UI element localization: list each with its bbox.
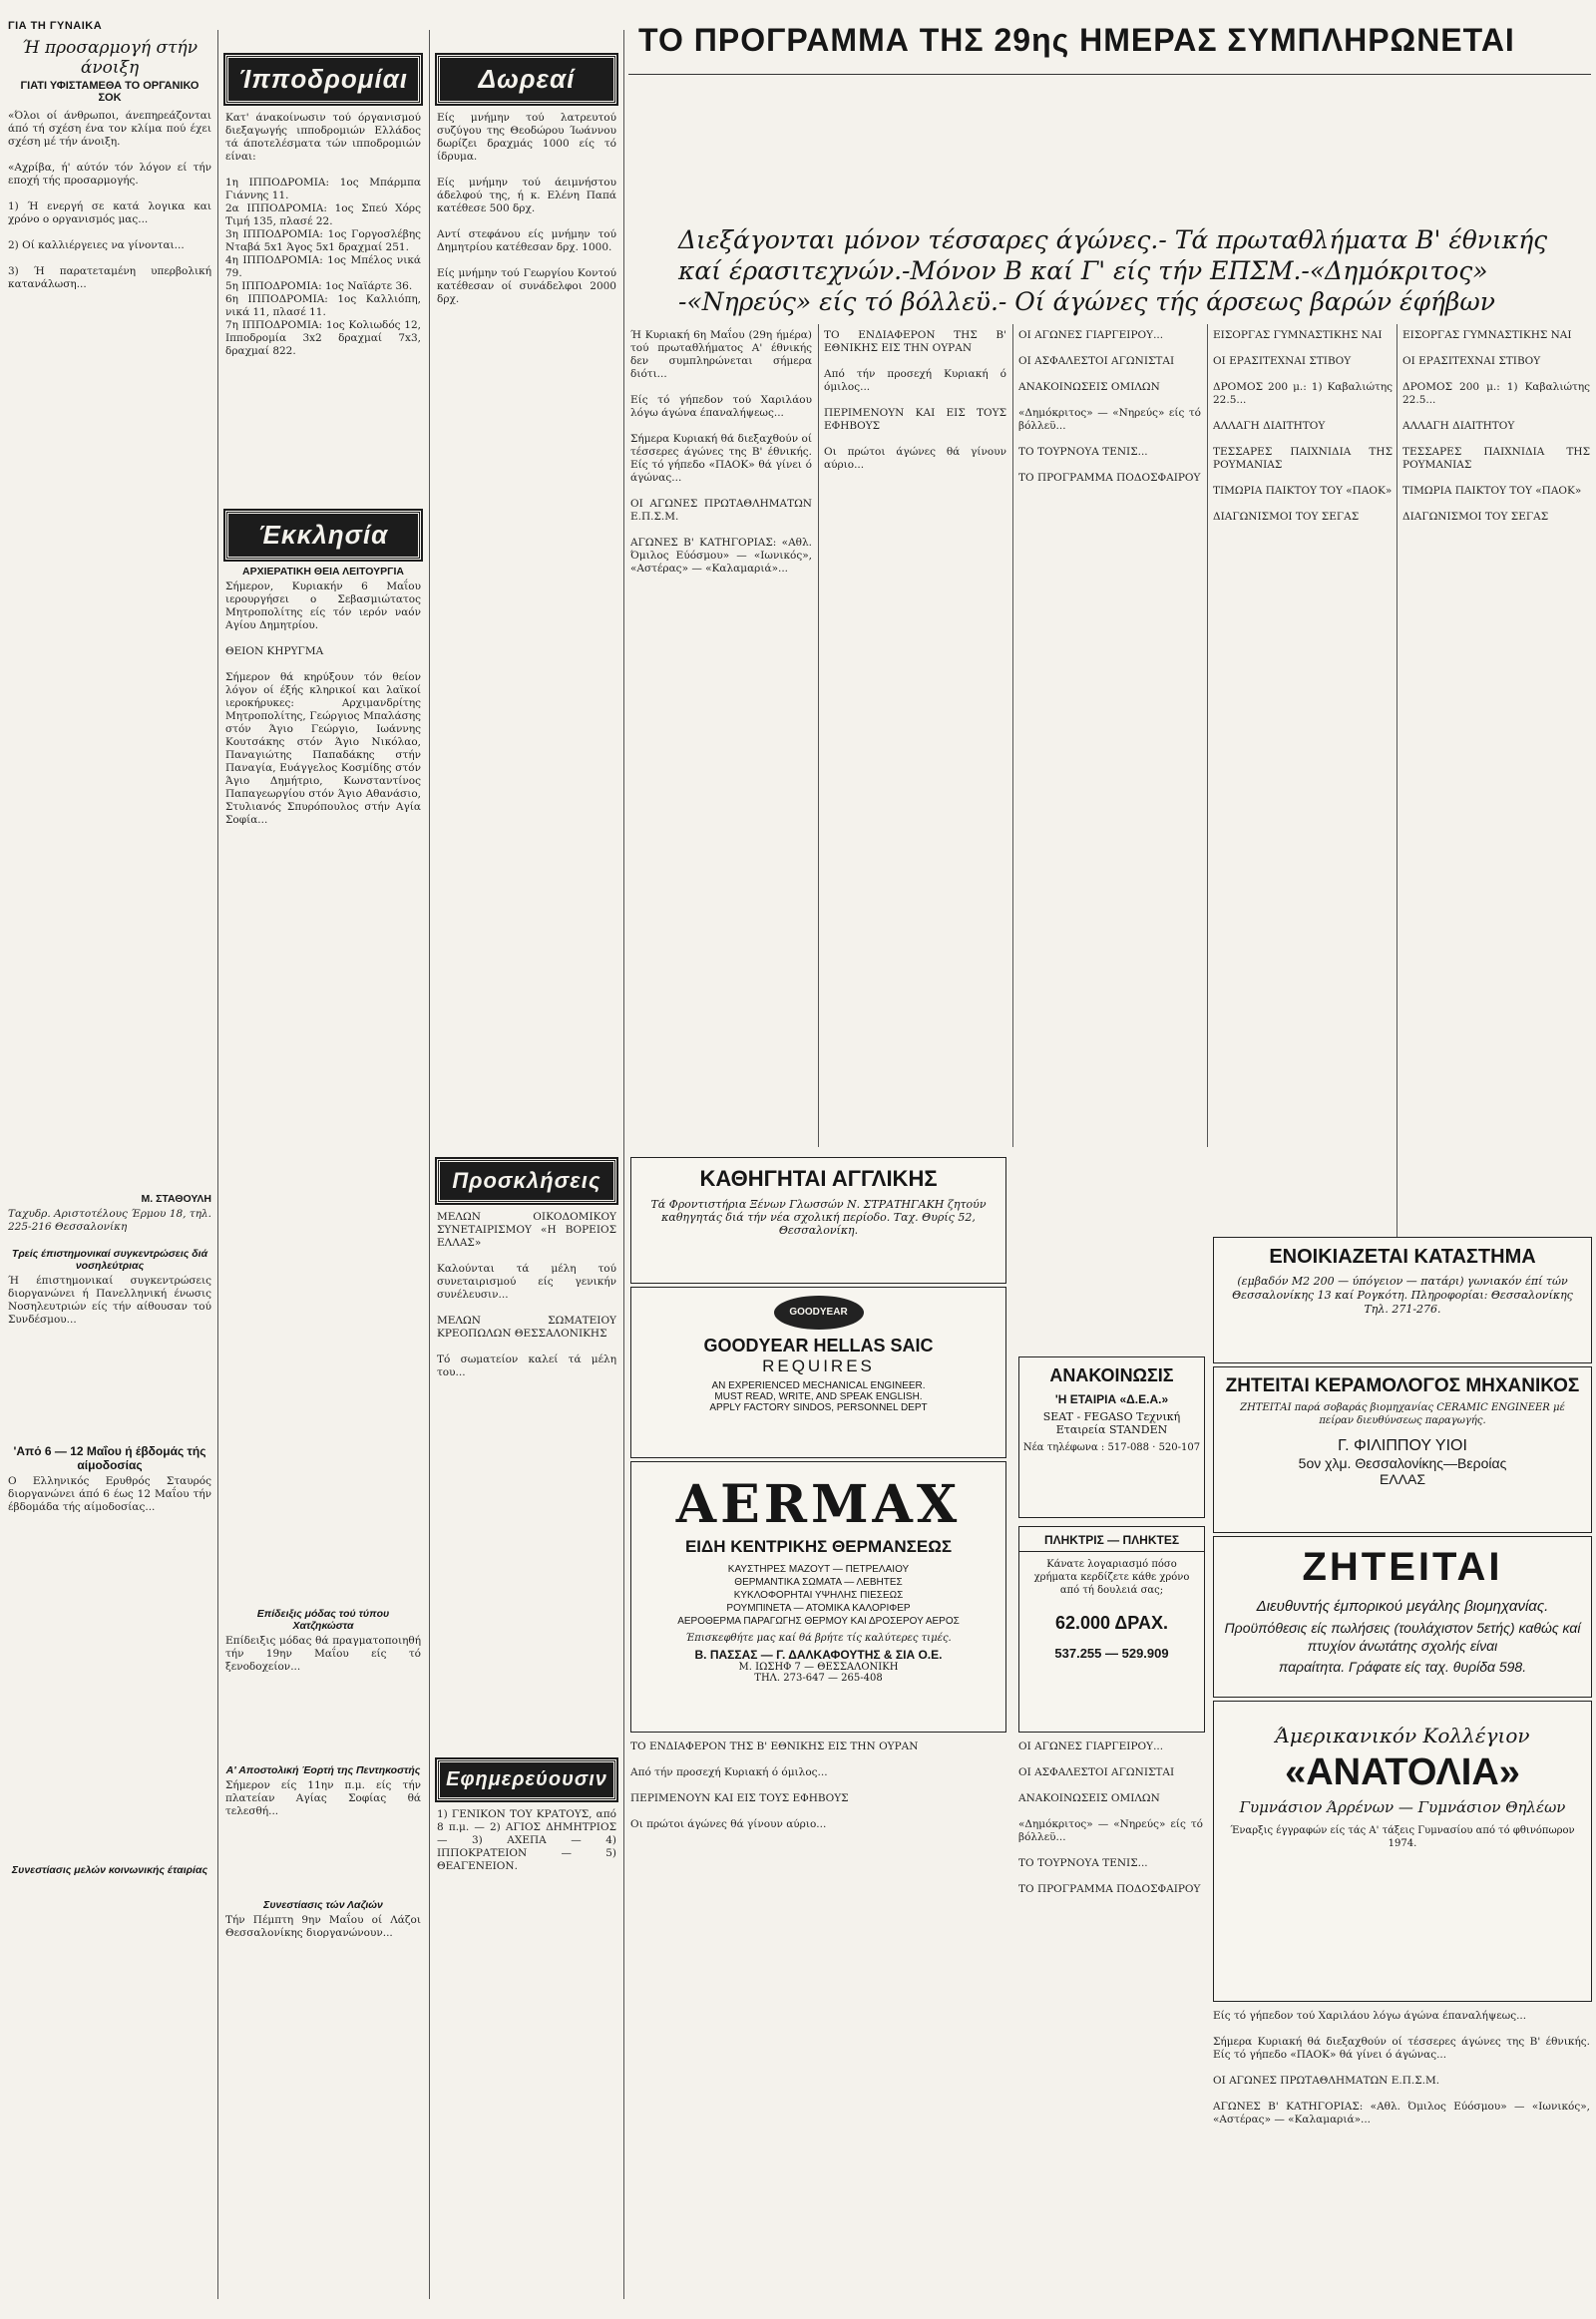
church-heading: Έκκλησία	[225, 511, 421, 560]
aermax-phone: ΤΗΛ. 273-647 — 265-408	[754, 1673, 883, 1684]
column-divider	[1396, 324, 1397, 1252]
social-dinner-headline: Συνεστίασις μελών κοινωνικής έταιρίας	[11, 1864, 208, 1876]
column-divider	[1207, 324, 1208, 1147]
sports-intro: Ή Κυριακή 6η Μαΐου (29η ήμέρα) τού πρωταθλήματος Α' έθνικής δεν συμπληρώνεται σήμερα διότι... Είς τό γήπεδον τού Χαριλάου λόγω άγώνα έπαναλήψεως... Σήμερα Κυριακή θά διεξαχθούν οί τέσσερες άγώνες της Β' έθνικής. Είς τό γήπεδο «ΠΑΟΚ» θά γίνει ό άγώνας... ΟΙ ΑΓΩΝΕΣ ΠΡΩΤΑΘΛΗΜΑΤΩΝ Ε.Π.Σ.Μ. ΑΓΩΝΕΣ Β' ΚΑΤΗΓΟΡΙΑΣ: «Αθλ. Όμιλος Εύόσμου» — «Ιωνικός», «Αστέρας» — «Καλαμαριά»...	[630, 329, 816, 575]
english-teachers-ad	[630, 1157, 1006, 1284]
blood-donation-headline: 'Από 6 — 12 Μαΐου ή έβδομάς τής αίμοδοσίας	[13, 1444, 206, 1472]
church-intro: ΑΡΧΙΕΡΑΤΙΚΗ ΘΕΙΑ ΛΕΙΤΟΥΡΓΙΑ	[242, 566, 404, 578]
typewriters-text: Κάνατε λογαριασμό πόσο χρήματα κερδίζετε κάθε χρόνο από τή δουλειά σας;	[1033, 1559, 1190, 1596]
notices-phone: Νέα τηλέφωνα : 517-088 · 520-107	[1022, 1442, 1201, 1453]
sports-subheadline: Διεξάγονται μόνον τέσσαρες άγώνες.- Τά πρωταθλήματα Β' έθνικής καί έρασιτεχνών.-Μόνον Β καί Γ' είς τήν ΕΠΣΜ.-«Δημόκριτος» -«Νηρεύς» είς τό βόλλεϋ.- Οί άγώνες τής άρσεως βαρών έφήβων	[678, 225, 1548, 316]
women-subtitle: ΓΙΑΤΙ ΥΦΙΣΤΑΜΕΘΑ ΤΟ ΟΡΓΑΝΙΚΟ ΣΟΚ	[20, 80, 200, 104]
sports-column-1	[630, 329, 816, 1147]
column-divider	[623, 30, 624, 2299]
gifts-column	[437, 55, 620, 2304]
goodyear-title: GOODYEAR HELLAS SAIC	[703, 1336, 934, 1355]
racing-church-column	[225, 55, 425, 2304]
aermax-products: ΚΑΥΣΤΗΡΕΣ ΜΑΖΟΥΤ — ΠΕΤΡΕΛΑΙΟΥ ΘΕΡΜΑΝΤΙΚΑ ΣΩΜΑΤΑ — ΛΕΒΗΤΕΣ ΚΥΚΛΟΦΟΡΗΤΑΙ ΥΨΗΛΗΣ ΠΙΕΣΕΩΣ ΡΟΥΜΠΙΝΕΤΑ — ΑΤΟΜΙΚΑ ΚΑΛΟΡΙΦΕΡ ΑΕΡΟΘΕΡΜΑ ΠΑΡΑΓΩΓΗΣ ΘΕΡΜΟΥ ΚΑΙ ΔΡΟΣΕΡΟΥ ΑΕΡΟΣ	[677, 1564, 960, 1627]
sports-body-5: ΕΙΣΟΡΓΑΣ ΓΥΜΝΑΣΤΙΚΗΣ ΝΑΙ ΟΙ ΕΡΑΣΙΤΕΧΝΑΙ ΣΤΙΒΟΥ ΔΡΟΜΟΣ 200 μ.: 1) Καβαλιώτης 22.5... ΑΛΛΑΓΗ ΔΙΑΙΤΗΤΟΥ ΤΕΣΣΑΡΕΣ ΠΑΙΧΝΙΔΙΑ ΤΗΣ ΡΟΥΜΑΝΙΑΣ ΤΙΜΩΡΙΑ ΠΑΙΚΤΟΥ ΤΟΥ «ΠΑΟΚ» ΔΙΑΓΩΝΙΣΜΟΙ ΤΟΥ ΣΕΓΑΣ	[1402, 329, 1590, 523]
pharmacies-body: 1) ΓΕΝΙΚΟΝ ΤΟΥ ΚΡΑΤΟΥΣ, από 8 π.μ. — 2) ΑΓΙΟΣ ΔΗΜΗΤΡΙΟΣ — 3) ΑΧΕΠΑ — 4) ΙΠΠΟΚΡΑΤΕΙΟΝ — 5) ΘΕΑΓΕΝΕΙΟΝ.	[437, 1808, 620, 1872]
goodyear-requires: REQUIRES	[762, 1356, 875, 1375]
goodyear-logo: GOODYEAR	[774, 1296, 864, 1330]
sports-body-3: ΟΙ ΑΓΩΝΕΣ ΓΙΑΡΓΕΙΡΟΥ... ΟΙ ΑΣΦΑΛΕΣΤΟΙ ΑΓΩΝΙΣΤΑΙ ΑΝΑΚΟΙΝΩΣΕΙΣ ΟΜΙΛΩΝ «Δημόκριτος» — «Νηρεύς» είς τό βόλλεϋ... ΤΟ ΤΟΥΡΝΟΥΑ ΤΕΝΙΣ... ΤΟ ΠΡΟΓΡΑΜΜΑ ΠΟΔΟΣΦΑΙΡΟΥ	[1018, 329, 1201, 484]
wanted-line-3: παραίτητα. Γράφατε είς ταχ. θυρίδα 598.	[1278, 1659, 1527, 1675]
gifts-body: Είς μνήμην τού λατρευτού συζύγου της Θεοδώρου Ίωάννου δωρίζει δραχμάς 1000 είς τό ίδρυμα. Είς μνήμην τού άειμνήστου άδελφού της, ή κ. Ελένη Παπά κατέθεσε 500 δρχ. Αντί στεφάνου είς μνήμην τού Δημητρίου κατέθεσαν δρχ. 1000. Είς μνήμην τού Γεωργίου Κοντού κατέθεσαν οί συνάδελφοι 2000 δρχ.	[437, 112, 616, 305]
pentecost-body: Σήμερον είς 11ην π.μ. είς τήν πλατείαν Αγίας Σοφίας θά τελεσθή...	[225, 1779, 425, 1817]
wanted-line-1: Διευθυντής έμπορικού μεγάλης βιομηχανίας.	[1256, 1598, 1549, 1615]
column-divider	[1012, 324, 1013, 1147]
racing-body: Κατ' άνακοίνωσιν τού όργανισμού διεξαγωγής ιπποδρομιών Ελλάδος τά άποτελέσματα τών ιπποδρομιών είναι: 1η ΙΠΠΟΔΡΟΜΙΑ: 1ος Μπάρμπα Γιάννης 11. 2α ΙΠΠΟΔΡΟΜΙΑ: 1ος Σπεύ Χόρς Τιμή 135, πλασέ 22. 3η ΙΠΠΟΔΡΟΜΙΑ: 1ος Γοργοσλέβης Νταβά 5x1 Άγος 5x1 δραχμαί 251. 4η ΙΠΠΟΔΡΟΜΙΑ: 1ος Μπέλος νικά 79. 5η ΙΠΠΟΔΡΟΜΙΑ: 1ος Ναϊάρτε 36. 6η ΙΠΠΟΔΡΟΜΙΑ: 1ος Καλλιόπη, νικά 11, πλασέ 11. 7η ΙΠΠΟΔΡΟΜΙΑ: 1ος Κολιωδός 12, Ιπποδρομία 3x2 δραχμαί 7x3, δραχμαί 822.	[225, 112, 421, 357]
women-address: Ταχυδρ. Αριστοτέλους Έρμου 18, τηλ. 225-216 Θεσσαλονίκη	[8, 1208, 215, 1233]
anatolia-text: Έναρξις έγγραφών είς τάς Α' τάξεις Γυμνασίου από τό φθινόπωρον 1974.	[1230, 1825, 1575, 1849]
notices-title: ΑΝΑΚΟΙΝΩΣΙΣ	[1049, 1365, 1174, 1385]
anatolia-subtitle: Γυμνάσιον Άρρένων — Γυμνάσιον Θηλέων	[1239, 1798, 1566, 1816]
goodyear-line-3: APPLY FACTORY SINDOS, PERSONNEL DEPT	[709, 1402, 928, 1413]
sports-column-5	[1402, 329, 1590, 1147]
shop-rent-text: (εμβαδόν Μ2 200 — ύπόγειον — πατάρι) γωνιακόν έπί τών Θεσσαλονίκης 13 καί Ρογκότη. Πληροφορίαι: Θεσσαλονίκης Τηλ. 271-276.	[1232, 1275, 1573, 1316]
goodyear-line-1: AN EXPERIENCED MECHANICAL ENGINEER.	[711, 1380, 926, 1391]
sports-lower-body: ΟΙ ΑΓΩΝΕΣ ΓΙΑΡΓΕΙΡΟΥ... ΟΙ ΑΣΦΑΛΕΣΤΟΙ ΑΓΩΝΙΣΤΑΙ ΑΝΑΚΟΙΝΩΣΕΙΣ ΟΜΙΛΩΝ «Δημόκριτος» — «Νηρεύς» είς τό βόλλεϋ... ΤΟ ΤΟΥΡΝΟΥΑ ΤΕΝΙΣ... ΤΟ ΠΡΟΓΡΑΜΜΑ ΠΟΔΟΣΦΑΙΡΟΥ	[1018, 1740, 1203, 1895]
english-ad-text: Τά Φροντιστήρια Ξένων Γλωσσών Ν. ΣΤΡΑΤΗΓΑΚΗ ζητούν καθηγητάς διά τήν νέα σχολική περίοδο. Ταχ. Θυρίς 52, Θεσσαλονίκη.	[650, 1198, 987, 1237]
engineer-title: ΖΗΤΕΙΤΑΙ ΚΕΡΑΜΟΛΟΓΟΣ ΜΗΧΑΝΙΚΟΣ	[1225, 1375, 1580, 1396]
column-divider	[429, 30, 430, 2299]
aermax-tagline: ΕΙΔΗ ΚΕΝΤΡΙΚΗΣ ΘΕΡΜΑΝΣΕΩΣ	[684, 1537, 953, 1556]
invitations-body: ΜΕΛΩΝ ΟΙΚΟΔΟΜΙΚΟΥ ΣΥΝΕΤΑΙΡΙΣΜΟΥ «Η ΒΟΡΕΙΟΣ ΕΛΛΑΣ» Καλούνται τά μέλη τού συνεταιρισμού είς γενικήν συνέλευσιν... ΜΕΛΩΝ ΣΩΜΑΤΕΙΟΥ ΚΡΕΟΠΩΛΩΝ ΘΕΣΣΑΛΟΝΙΚΗΣ Τό σωματείον καλεί τά μέλη του...	[437, 1211, 616, 1378]
nurses-body: Ή έπιστημονικαί συγκεντρώσεις διοργανώνει ή Πανελληνική ένωσις Νοσηλευτριών είς τήν αίθουσαν τού Συνδέσμου...	[8, 1275, 215, 1326]
notices-ad	[1018, 1356, 1205, 1518]
aermax-brand: AERMAX	[675, 1474, 962, 1535]
typewriters-title: ΠΛΗΚΤΡΙΣ — ΠΛΗΚΤΕΣ	[1019, 1533, 1204, 1552]
sports-column-3	[1018, 329, 1201, 1147]
women-article-body: «Όλοι οί άνθρωποι, άνεπηρεάζονται άπό τή σχέση ένα τον κλίμα πού έχει σχέση μέ τήν άνοιξη. «Αχρίβα, ή' αύτόν τόν λόγον εί τήν εποχή τής προσαρμογής. 1) Ή ενεργή σε κατά λογικα και χρόνο ο οργανισμός μας... 2) Οί καλλιέργειες να γίνονται... 3) Ή παρατεταμένη υπερβολική κατανάλωση...	[8, 110, 211, 290]
fashion-show-headline: Επίδειξις μόδας τού τύπου Χατζηκώστα	[256, 1608, 390, 1632]
director-wanted-ad	[1213, 1536, 1592, 1698]
fashion-show-body: Επίδειξις μόδας θά πραγματοποιηθή τήν 19ην Μαΐου είς τό ξενοδοχείον...	[225, 1635, 425, 1673]
sports-body-2: ΤΟ ΕΝΔΙΑΦΕΡΟΝ ΤΗΣ Β' ΕΘΝΙΚΗΣ ΕΙΣ ΤΗΝ ΟΥΡΑΝ Από τήν προσεχή Κυριακή ό όμιλος... ΠΕΡΙΜΕΝΟΥΝ ΚΑΙ ΕΙΣ ΤΟΥΣ ΕΦΗΒΟΥΣ Οι πρώτοι άγώνες θά γίνουν αύριο...	[824, 329, 1006, 471]
anatolia-college-ad	[1213, 1701, 1592, 2002]
pentecost-headline: Α' Αποστολική Έορτή της Πεντηκοστής	[225, 1764, 421, 1776]
notices-org: 'Η ΕΤΑΙΡΙΑ «Δ.Ε.Α.»	[1054, 1392, 1169, 1406]
women-section-label: ΓΙΑ ΤΗ ΓΥΝΑΙΚΑ	[8, 20, 103, 32]
nurses-headline: Τρείς έπιστημονικαί συγκεντρώσεις διά νοσηλεύτριας	[11, 1248, 208, 1272]
typewriters-phones: 537.255 — 529.909	[1054, 1646, 1169, 1661]
aermax-address: Μ. ΙΩΣΗΦ 7 — ΘΕΣΣΑΛΟΝΙΚΗ	[738, 1662, 899, 1673]
aermax-visit: Έπισκεφθήτε μας καί θά βρήτε τίς καλύτερες τιμές.	[685, 1633, 952, 1644]
engineer-text: ΖΗΤΕΙΤΑΙ παρά σοβαράς βιομηχανίας CERAMIC ENGINEER μέ πείραν διευθύνσεως παραγωγής.	[1240, 1402, 1565, 1426]
lazi-dinner-headline: Συνεστίασις τών Λαζιών	[263, 1899, 383, 1911]
engineer-location: 5ον χλμ. Θεσσαλονίκης—Βεροίας	[1298, 1455, 1507, 1471]
sports-lower-column	[1018, 1740, 1203, 2299]
sports-banner: ΤΟ ΠΡΟΓΡΑΜΜΑ ΤΗΣ 29ης ΗΜΕΡΑΣ ΣΥΜΠΛΗΡΩΝΕΤΑΙ	[638, 22, 1515, 58]
typewriters-ad	[1018, 1526, 1205, 1733]
anatolia-title: «ΑΝΑΤΟΛΙΑ»	[1285, 1751, 1520, 1793]
notices-text: SEAT - FEGASO Τεχνική Εταιρεία STANDEN	[1042, 1410, 1181, 1436]
women-headline: Ή προσαρμογή στήν άνοιξη	[21, 38, 199, 78]
racing-heading: Ίπποδρομίαι	[225, 55, 421, 104]
shop-rent-ad	[1213, 1237, 1592, 1363]
aermax-company: Β. ΠΑΣΣΑΣ — Γ. ΔΑΛΚΑΦΟΥΤΗΣ & ΣΙΑ Ο.Ε.	[694, 1648, 943, 1662]
women-column	[8, 20, 215, 2304]
invitations-heading: Προσκλήσεις	[437, 1159, 616, 1203]
wanted-line-2: Προϋπόθεσις είς πωλήσεις (τουλάχιστον 5ετής) καθώς καί πτυχίον άνωτάτης σχολής είναι	[1224, 1620, 1581, 1654]
sports-lower-left	[630, 1740, 1004, 2299]
goodyear-line-2: MUST READ, WRITE, AND SPEAK ENGLISH.	[714, 1391, 923, 1402]
lazi-dinner-body: Τήν Πέμπτη 9ην Μαΐου οί Λάζοι Θεσσαλονίκης διοργανώνουν...	[225, 1914, 425, 1939]
column-divider	[818, 324, 819, 1147]
shop-rent-title: ΕΝΟΙΚΙΑΖΕΤΑΙ ΚΑΤΑΣΤΗΜΑ	[1269, 1246, 1536, 1268]
gifts-heading: Δωρεαί	[437, 55, 616, 104]
sports-column-2	[824, 329, 1006, 1147]
typewriters-price: 62.000 ΔΡΑΧ.	[1054, 1613, 1168, 1633]
ceramic-engineer-ad	[1213, 1366, 1592, 1533]
banner-rule	[628, 74, 1591, 75]
women-signature: Μ. ΣΤΑΘΟΥΛΗ	[141, 1193, 211, 1205]
sports-body-4: ΕΙΣΟΡΓΑΣ ΓΥΜΝΑΣΤΙΚΗΣ ΝΑΙ ΟΙ ΕΡΑΣΙΤΕΧΝΑΙ ΣΤΙΒΟΥ ΔΡΟΜΟΣ 200 μ.: 1) Καβαλιώτης 22.5... ΑΛΛΑΓΗ ΔΙΑΙΤΗΤΟΥ ΤΕΣΣΑΡΕΣ ΠΑΙΧΝΙΔΙΑ ΤΗΣ ΡΟΥΜΑΝΙΑΣ ΤΙΜΩΡΙΑ ΠΑΙΚΤΟΥ ΤΟΥ «ΠΑΟΚ» ΔΙΑΓΩΝΙΣΜΟΙ ΤΟΥ ΣΕΓΑΣ	[1213, 329, 1393, 523]
pharmacies-heading: Εφημερεύουσιν	[437, 1759, 616, 1800]
engineer-country: ΕΛΛΑΣ	[1379, 1471, 1426, 1487]
sports-column-4	[1213, 329, 1393, 1227]
wanted-title: ΖΗΤΕΙΤΑΙ	[1302, 1545, 1503, 1589]
aermax-ad	[630, 1461, 1006, 1733]
sports-lower-right-body: Είς τό γήπεδον τού Χαριλάου λόγω άγώνα έπαναλήψεως... Σήμερα Κυριακή θά διεξαχθούν οί τέσσερες άγώνες της Β' έθνικής. Είς τό γήπεδο «ΠΑΟΚ» θά γίνει ό άγώνας... ΟΙ ΑΓΩΝΕΣ ΠΡΩΤΑΘΛΗΜΑΤΩΝ Ε.Π.Σ.Μ. ΑΓΩΝΕΣ Β' ΚΑΤΗΓΟΡΙΑΣ: «Αθλ. Όμιλος Εύόσμου» — «Ιωνικός», «Αστέρας» — «Καλαμαριά»...	[1213, 2010, 1590, 2126]
sports-lower-left-body: ΤΟ ΕΝΔΙΑΦΕΡΟΝ ΤΗΣ Β' ΕΘΝΙΚΗΣ ΕΙΣ ΤΗΝ ΟΥΡΑΝ Από τήν προσεχή Κυριακή ό όμιλος... ΠΕΡΙΜΕΝΟΥΝ ΚΑΙ ΕΙΣ ΤΟΥΣ ΕΦΗΒΟΥΣ Οι πρώτοι άγώνες θά γίνουν αύριο...	[630, 1740, 919, 1830]
english-ad-title: ΚΑΘΗΓΗΤΑΙ ΑΓΓΛΙΚΗΣ	[699, 1166, 938, 1191]
sports-lower-right	[1213, 2010, 1590, 2299]
engineer-company: Γ. ΦΙΛΙΠΠΟΥ ΥΙΟΙ	[1338, 1437, 1467, 1454]
anatolia-pretitle: Άμερικανικόν Κολλέγιον	[1275, 1724, 1530, 1747]
goodyear-ad	[630, 1287, 1006, 1458]
column-divider	[217, 30, 218, 2299]
church-body: Σήμερον, Κυριακήν 6 Μαΐου ιερουργήσει ο Σεβασμιώτατος Μητροπολίτης είς τόν ιερόν ναόν Αγίου Δημητρίου. ΘΕΙΟΝ ΚΗΡΥΓΜΑ Σήμερον θά κηρύξουν τόν θείον λόγον οί έξής κληρικοί και λαϊκοί ιεροκήρυκες: Αρχιμανδρίτης Μητροπολίτης, Γεώργιος Μπαλάσης στόν Άγιο Γεώργιο, Ιωάννης Κουτσάκης στόν Άγιο Νικόλαο, Παναγιώτης Παπαδάκης στήν Παναγία, Ευάγγελος Κοσμίδης στόν Άγιο Δημήτριο, Κωνσταντίνος Παπαγεωργίου στόν Άγιο Αθανάσιο, Στυλιανός Σπυρόπουλος στήν Αγία Σοφία...	[225, 580, 421, 826]
blood-donation-body: Ο Ελληνικός Ερυθρός Σταυρός διοργανώνει άπό 6 έως 12 Μαΐου τήν έβδομάδα τής αίμοδοσίας...	[8, 1475, 215, 1513]
